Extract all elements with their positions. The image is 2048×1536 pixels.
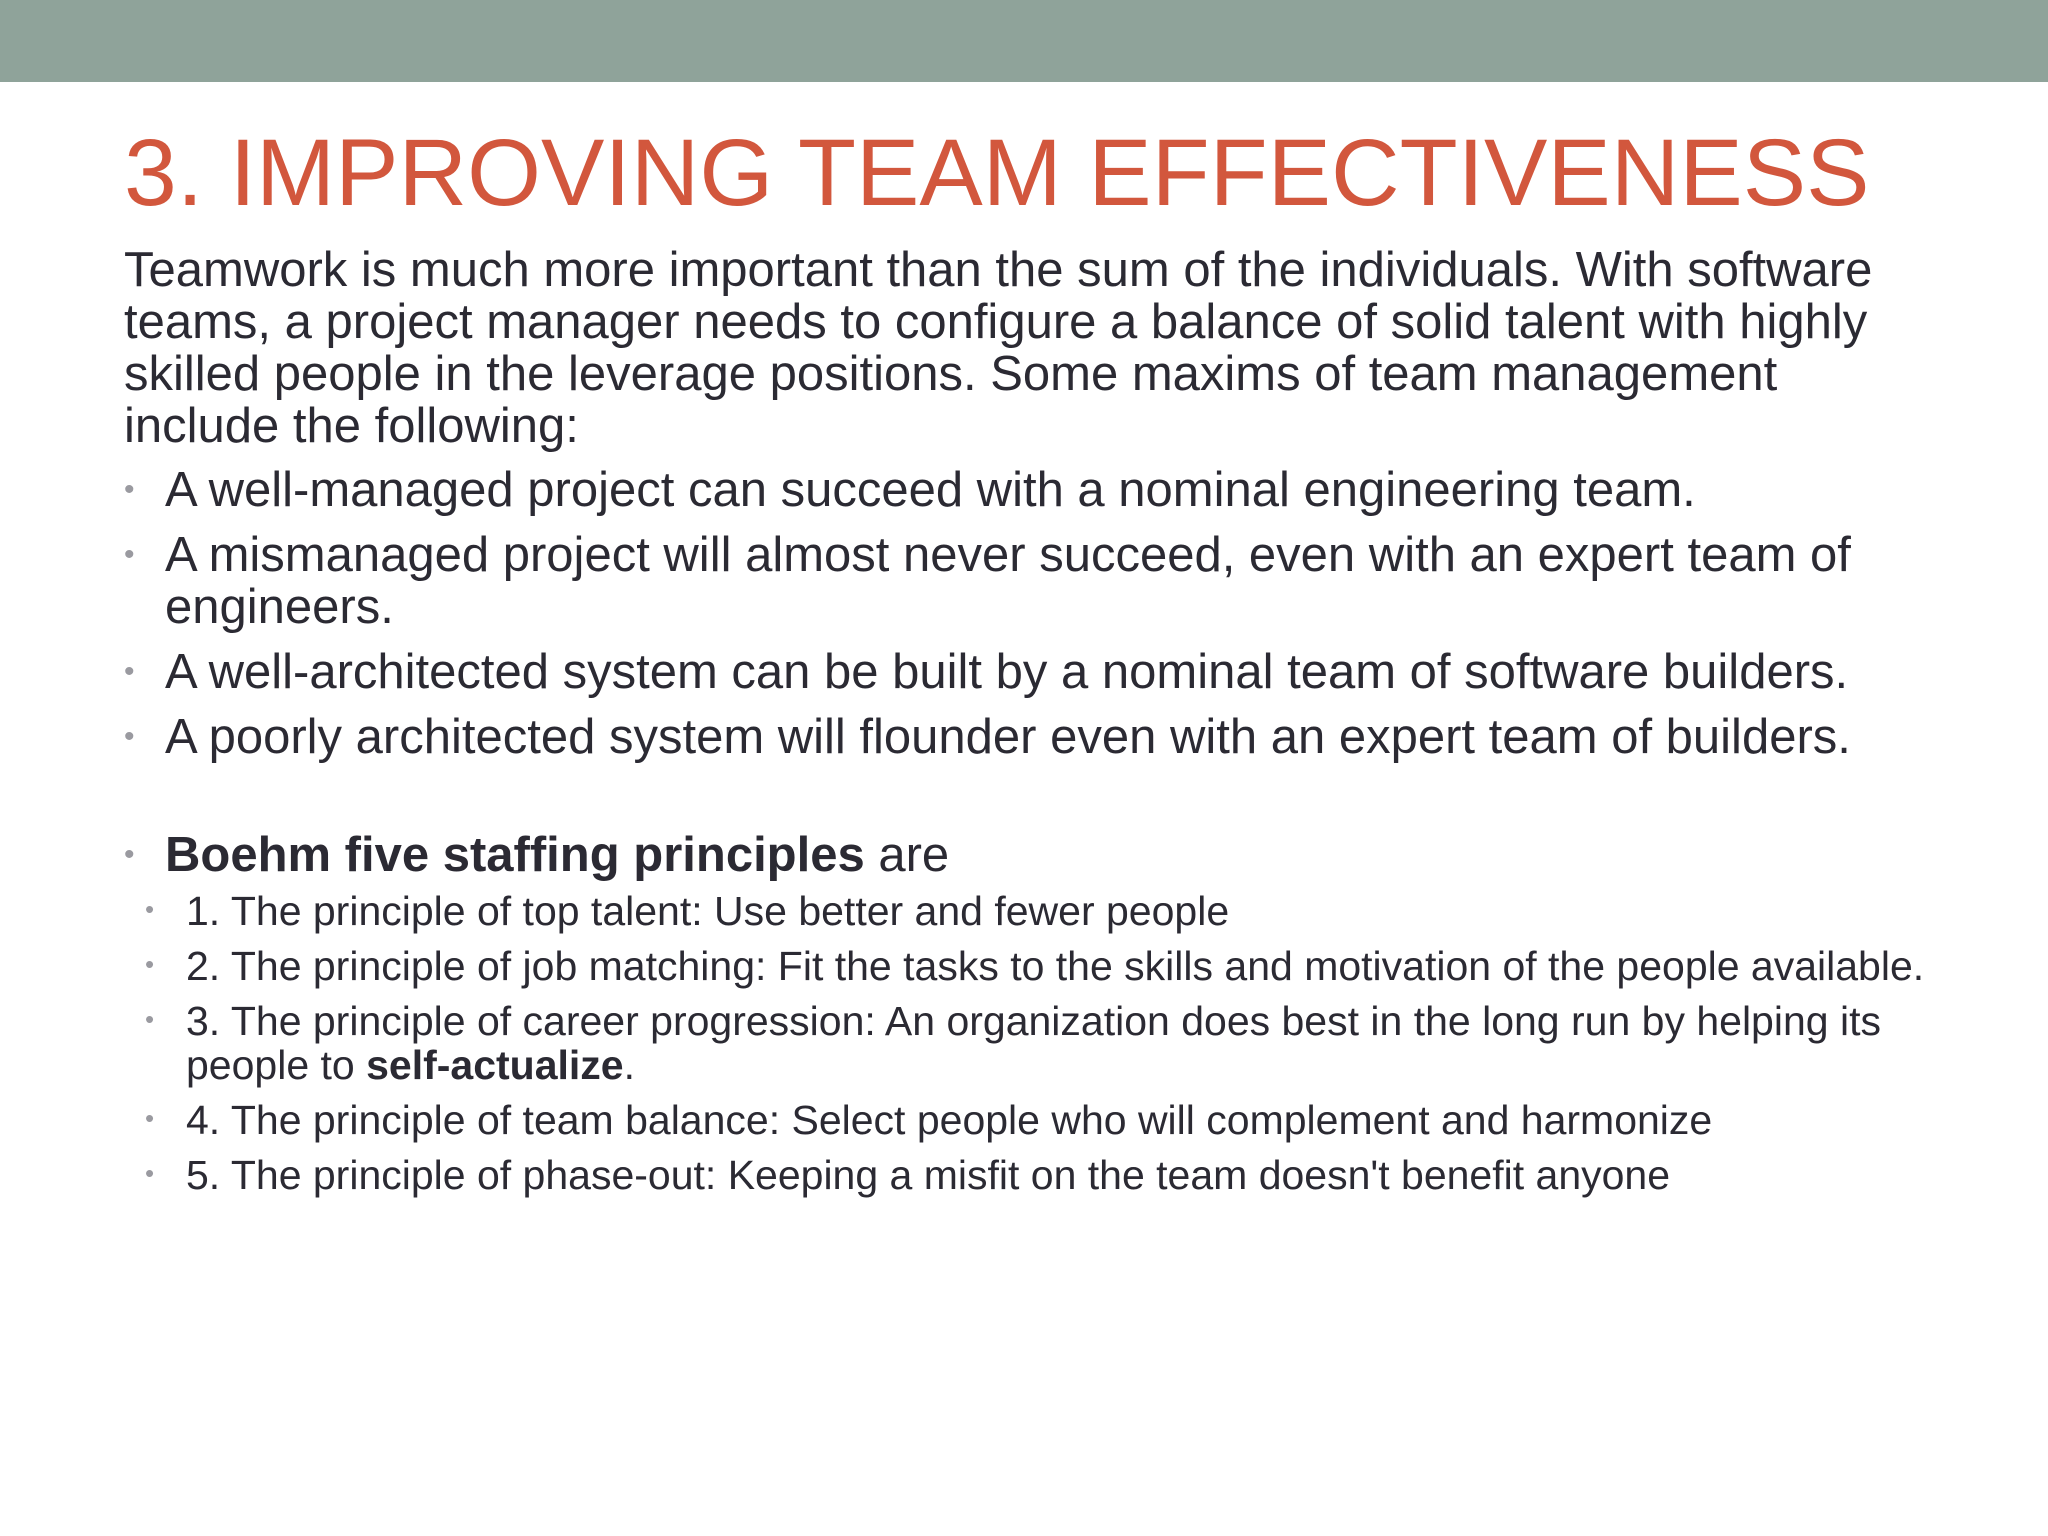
principle-text: 3. The principle of career progression: An organization does best in the long run by helping its people to [186, 998, 1881, 1088]
maxims-list [124, 464, 1984, 881]
boehm-heading [124, 829, 1984, 881]
list-item [145, 999, 1984, 1087]
bullet-text: A well-architected system can be built by a nominal team of software builders. [165, 645, 1849, 699]
bullet-text: A well-managed project can succeed with a nominal engineering team. [165, 463, 1696, 517]
slide-body [124, 244, 1984, 1197]
list-item [124, 711, 1984, 763]
principle-text: 2. The principle of job matching: Fit the tasks to the skills and motivation of the people available. [186, 943, 1925, 989]
bullet-icon: • [124, 655, 135, 688]
list-item [145, 1098, 1984, 1142]
list-item [145, 889, 1984, 933]
bullet-text: A mismanaged project will almost never succeed, even with an expert team of engineers. [165, 528, 1851, 634]
bullet-icon: • [124, 720, 135, 753]
boehm-principles-list [145, 889, 1984, 1197]
top-band [0, 0, 2048, 82]
list-item [145, 944, 1984, 988]
bullet-icon: • [145, 894, 155, 924]
bullet-icon: • [124, 538, 135, 571]
intro-paragraph: Teamwork is much more important than the sum of the individuals. With software teams, a project manager needs to configure a balance of solid talent with highly skilled people in the leverage positions. Some maxims of team management include the following: [124, 243, 1873, 453]
bullet-icon: • [145, 1158, 155, 1188]
bullet-icon: • [145, 1004, 155, 1034]
boehm-heading-bold: Boehm five staffing principles [165, 828, 865, 882]
principle-text: 4. The principle of team balance: Select people who will complement and harmonize [186, 1097, 1713, 1143]
principle-emphasis: self-actualize [366, 1042, 624, 1088]
list-item [124, 529, 1984, 633]
bullet-icon: • [145, 1103, 155, 1133]
principle-text: 1. The principle of top talent: Use better and fewer people [186, 888, 1230, 934]
bullet-icon: • [145, 949, 155, 979]
slide-title: 3. IMPROVING TEAM EFFECTIVENESS [124, 120, 1870, 226]
bullet-icon: • [124, 473, 135, 506]
principle-text: 5. The principle of phase-out: Keeping a misfit on the team doesn't benefit anyone [186, 1152, 1671, 1198]
list-item [145, 1153, 1984, 1197]
principle-text-end: . [623, 1042, 636, 1088]
list-item [124, 646, 1984, 698]
bullet-icon: • [124, 838, 135, 871]
list-item [124, 464, 1984, 516]
bullet-text: A poorly architected system will flounder even with an expert team of builders. [165, 710, 1851, 764]
boehm-heading-rest: are [864, 828, 950, 882]
